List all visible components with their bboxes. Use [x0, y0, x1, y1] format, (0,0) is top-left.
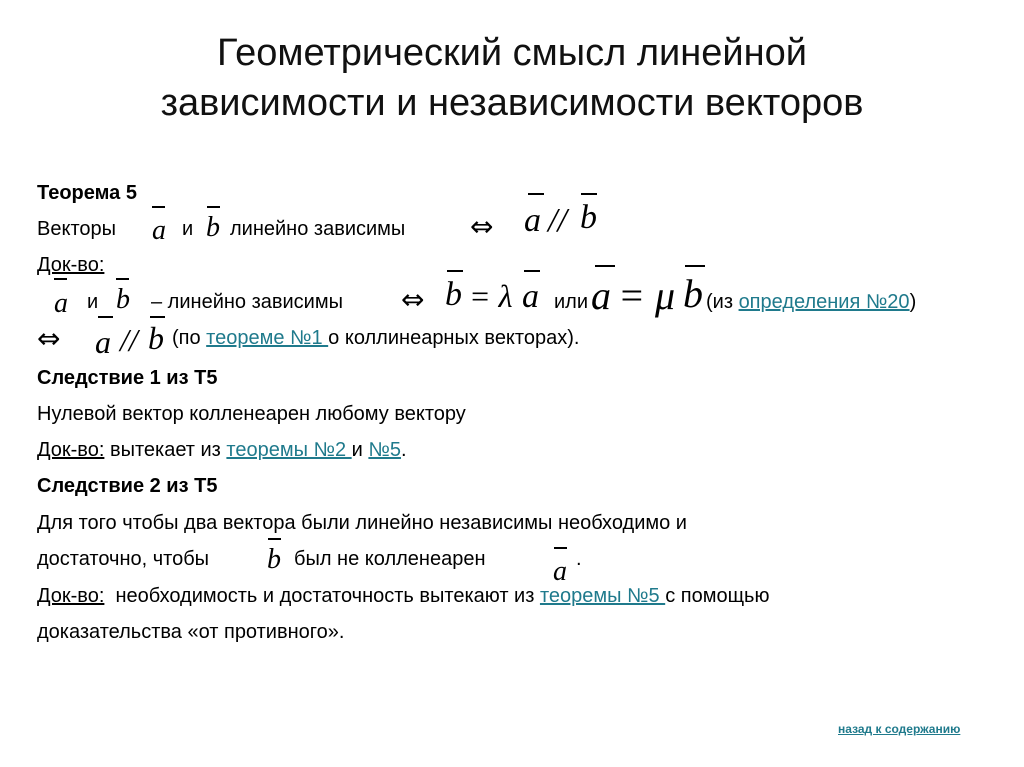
equivalence-icon: ⇔: [37, 322, 61, 355]
var-b: b: [580, 199, 597, 236]
theorem-2-link[interactable]: теоремы №2: [226, 439, 352, 461]
theorem-heading: Теорема 5: [37, 182, 137, 204]
theorem-dependent-text: линейно зависимы: [230, 218, 406, 240]
title-line-1: Геометрический смысл линейной: [217, 32, 807, 74]
corollary-2-statement-line-1: Для того чтобы два вектора были линейно независимы необходимо и: [37, 512, 687, 534]
corollary-2-proof-line-2: доказательства «от противного».: [37, 621, 345, 643]
theorem-vectors-word: Векторы: [37, 218, 116, 240]
vector-bar: [150, 316, 165, 318]
equivalence-icon: ⇔: [401, 283, 425, 316]
theorem-1-reference: [172, 326, 579, 350]
vector-bar: [595, 265, 615, 267]
vector-bar: [581, 193, 597, 195]
proof-and-word: и: [87, 291, 99, 313]
var-a: a: [591, 273, 611, 318]
corollary-1-proof: [37, 438, 407, 462]
proof-label: Док-во:: [37, 254, 105, 276]
theorem-5-link[interactable]: №5: [368, 439, 401, 461]
corollary-2-heading: Следствие 2 из Т5: [37, 475, 218, 497]
var-b: b: [445, 276, 462, 313]
var-b: b: [116, 284, 130, 315]
corollary-2-statement-end: .: [576, 548, 582, 570]
vector-bar: [268, 538, 281, 540]
corollary-2-statement-line-2a: достаточно, чтобы: [37, 548, 210, 570]
corollary-1-proof-text: вытекает из: [104, 439, 227, 461]
definition-suffix: ): [909, 291, 917, 313]
proof-or-word: или: [554, 291, 589, 313]
vector-bar: [685, 265, 705, 267]
vector-bar: [447, 270, 463, 272]
corollary-2-proof-label: Док-во:: [37, 585, 105, 607]
by-theorem-suffix: о коллинеарных векторах).: [328, 327, 580, 349]
var-a: a: [152, 215, 166, 246]
back-to-contents-link[interactable]: назад к содержанию: [838, 722, 961, 736]
vector-bar: [98, 316, 113, 318]
var-b: b: [267, 544, 281, 575]
corollary-1-heading: Следствие 1 из Т5: [37, 367, 218, 389]
theorem-and-word: и: [182, 218, 194, 240]
var-a: a: [95, 324, 111, 360]
slide-title: [0, 28, 1024, 128]
vector-bar: [152, 206, 165, 208]
var-a: a: [54, 288, 68, 319]
corollary-1-statement: Нулевой вектор колленеарен любому вектору: [37, 403, 466, 425]
corollary-2-proof-text: необходимость и достаточность вытекают из: [104, 585, 540, 607]
parallel-symbol: //: [548, 202, 567, 239]
var-b: b: [683, 271, 703, 316]
parallel-symbol: //: [120, 322, 138, 358]
title-line-2: зависимости и независимости векторов: [160, 82, 864, 124]
corollary-1-end: .: [400, 439, 407, 461]
definition-reference: [706, 290, 916, 314]
var-a: a: [522, 278, 539, 315]
definition-20-link[interactable]: определения №20: [738, 291, 910, 313]
lambda-equals: = λ: [469, 278, 513, 314]
var-b: b: [206, 212, 220, 243]
equivalence-icon: ⇔: [470, 210, 494, 243]
proof-dependent-text: – линейно зависимы: [151, 291, 343, 313]
definition-prefix: (из: [706, 291, 739, 313]
vector-bar: [554, 547, 567, 549]
theorem-1-link[interactable]: теореме №1: [206, 327, 329, 349]
mu-equals: = μ: [618, 273, 676, 318]
var-a: a: [553, 556, 567, 587]
vector-bar: [54, 278, 67, 280]
var-a: a: [524, 202, 541, 239]
vector-bar: [524, 270, 540, 272]
by-theorem-prefix: (по: [172, 327, 207, 349]
vector-bar: [207, 206, 220, 208]
vector-bar: [528, 193, 544, 195]
var-b: b: [148, 320, 164, 356]
theorem-5-link[interactable]: теоремы №5: [539, 585, 666, 607]
corollary-2-proof-text-end: с помощью: [665, 585, 770, 607]
vector-bar: [116, 278, 129, 280]
corollary-1-and-word: и: [351, 439, 369, 461]
corollary-1-proof-label: Док-во:: [37, 439, 105, 461]
corollary-2-proof: [37, 584, 769, 608]
corollary-2-statement-line-2b: был не колленеарен: [294, 548, 486, 570]
